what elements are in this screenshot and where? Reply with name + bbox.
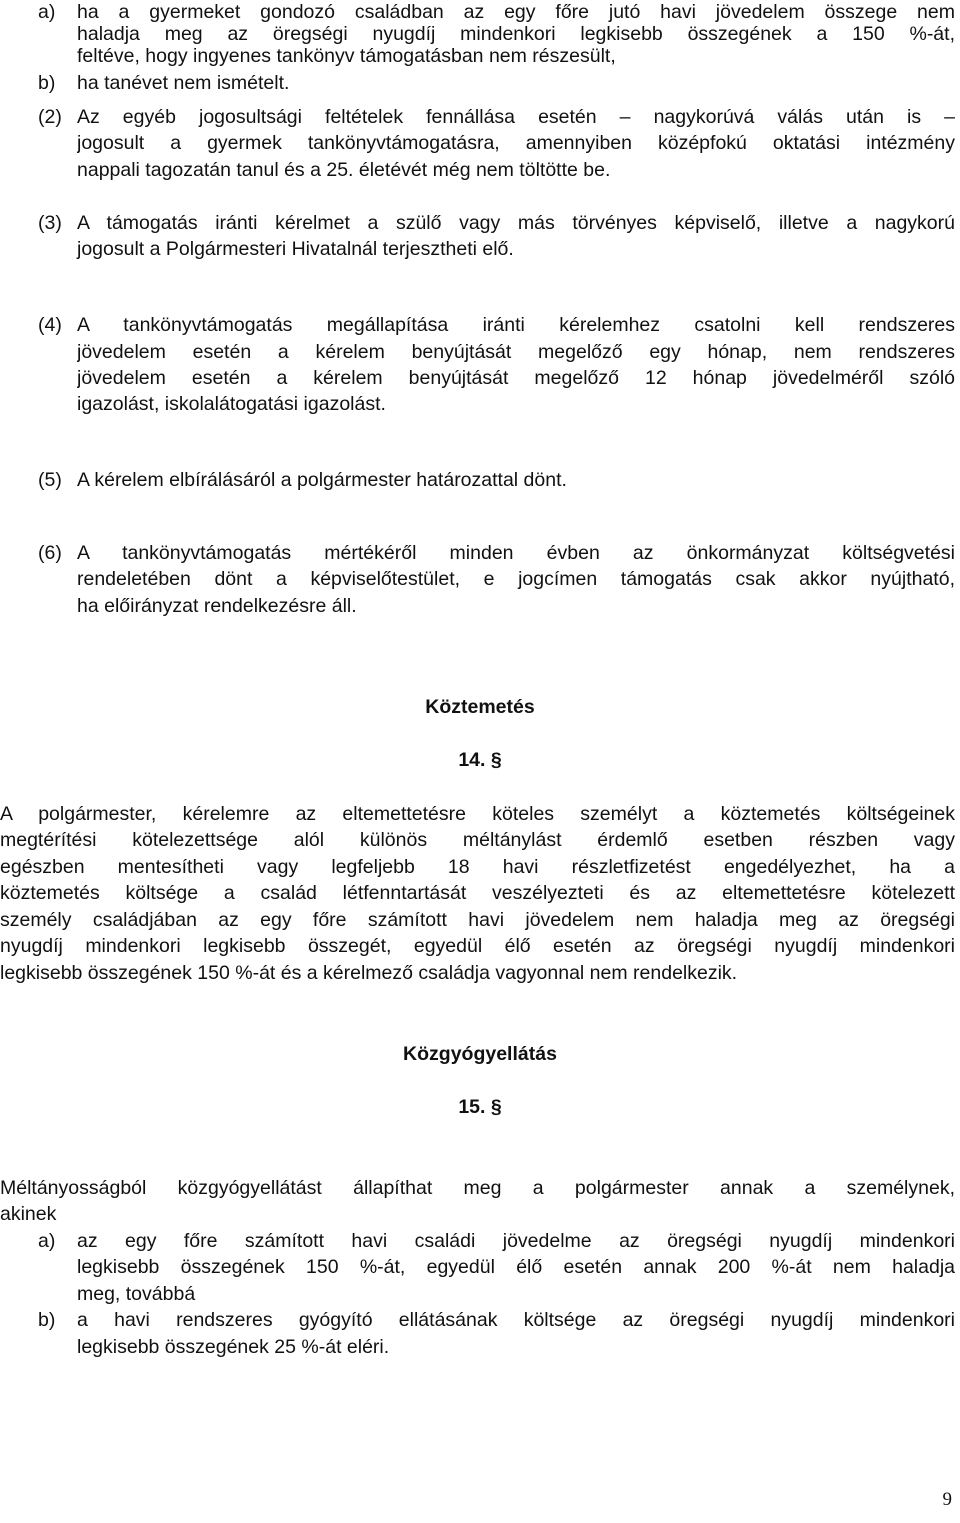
item-a-line: ha a gyermeket gondozó családban az egy főre jutó havi jövedelem összege nem	[77, 1, 955, 23]
paragraph-6-line: rendeletében dönt a képviselőtestület, e jogcímen támogatás csak akkor nyújtható,	[77, 568, 955, 590]
page-number: 9	[942, 1489, 952, 1510]
item-b-line: ha tanévet nem ismételt.	[77, 72, 290, 94]
section-14-number: 14. §	[458, 749, 502, 771]
paragraph-3-line: jogosult a Polgármesteri Hivatalnál terjesztheti elő.	[77, 238, 514, 260]
paragraph-6-label: (6)	[38, 542, 62, 564]
section-15-title: Közgyógyellátás	[403, 1043, 557, 1065]
paragraph-2-line: Az egyéb jogosultsági feltételek fennállása esetén – nagykorúvá válás után is –	[77, 106, 955, 128]
section-14-line: nyugdíj mindenkori legkisebb összegét, egyedül élő esetén az öregségi nyugdíj mindenkori	[0, 935, 955, 957]
paragraph-4-line: igazolást, iskolalátogatási igazolást.	[77, 393, 386, 415]
section-15-item-a-line: meg, továbbá	[77, 1283, 196, 1305]
item-a-label: a)	[38, 1, 56, 23]
paragraph-4-line: jövedelem esetén a kérelem benyújtását megelőző 12 hónap jövedelméről szóló	[77, 367, 955, 389]
section-15-item-b-label: b)	[38, 1309, 56, 1331]
section-15-intro-line: akinek	[0, 1203, 57, 1225]
paragraph-6-line: A tankönyvtámogatás mértékéről minden évben az önkormányzat költségvetési	[77, 542, 955, 564]
section-15-item-a-line: legkisebb összegének 150 %-át, egyedül élő esetén annak 200 %-át nem haladja	[77, 1256, 955, 1278]
section-14-line: egészben mentesítheti vagy legfeljebb 18 havi részletfizetést engedélyezhet, ha a	[0, 856, 955, 878]
paragraph-4-line: jövedelem esetén a kérelem benyújtását megelőző egy hónap, nem rendszeres	[77, 341, 955, 363]
section-15-number: 15. §	[458, 1096, 502, 1118]
paragraph-4-label: (4)	[38, 314, 62, 336]
paragraph-5-line: A kérelem elbírálásáról a polgármester határozattal dönt.	[77, 469, 567, 491]
section-14-line: A polgármester, kérelemre az eltemettetésre köteles személyt a köztemetés költségeinek	[0, 803, 955, 825]
paragraph-2-line: nappali tagozatán tanul és a 25. életévét még nem töltötte be.	[77, 159, 611, 181]
item-a-line: feltéve, hogy ingyenes tankönyv támogatásban nem részesült,	[77, 45, 616, 67]
paragraph-3-label: (3)	[38, 212, 62, 234]
paragraph-2-label: (2)	[38, 106, 62, 128]
section-14-line: legkisebb összegének 150 %-át és a kérelmező családja vagyonnal nem rendelkezik.	[0, 962, 738, 984]
section-15-item-b-line: a havi rendszeres gyógyító ellátásának költsége az öregségi nyugdíj mindenkori	[77, 1309, 955, 1331]
paragraph-6-line: ha előirányzat rendelkezésre áll.	[77, 595, 357, 617]
paragraph-4-line: A tankönyvtámogatás megállapítása iránti kérelemhez csatolni kell rendszeres	[77, 314, 955, 336]
section-14-line: megtérítési kötelezettsége alól különös méltánylást érdemlő esetben részben vagy	[0, 829, 955, 851]
section-15-item-a-line: az egy főre számított havi családi jövedelme az öregségi nyugdíj mindenkori	[77, 1230, 955, 1252]
section-14-line: köztemetés költsége a család létfenntartását veszélyezteti és az eltemettetésre kötelezett	[0, 882, 955, 904]
section-15-item-a-label: a)	[38, 1230, 56, 1252]
paragraph-3-line: A támogatás iránti kérelmet a szülő vagy más törvényes képviselő, illetve a nagykorú	[77, 212, 955, 234]
paragraph-5-label: (5)	[38, 469, 62, 491]
section-15-intro-line: Méltányosságból közgyógyellátást állapíthat meg a polgármester annak a személynek,	[0, 1177, 955, 1199]
section-14-title: Köztemetés	[425, 696, 535, 718]
section-15-item-b-line: legkisebb összegének 25 %-át eléri.	[77, 1336, 390, 1358]
item-b-label: b)	[38, 72, 56, 94]
section-14-line: személy családjában az egy főre számított havi jövedelem nem haladja meg az öregségi	[0, 909, 955, 931]
paragraph-2-line: jogosult a gyermek tankönyvtámogatásra, amennyiben középfokú oktatási intézmény	[77, 132, 955, 154]
item-a-line: haladja meg az öregségi nyugdíj mindenkori legkisebb összegének a 150 %-át,	[77, 23, 955, 45]
